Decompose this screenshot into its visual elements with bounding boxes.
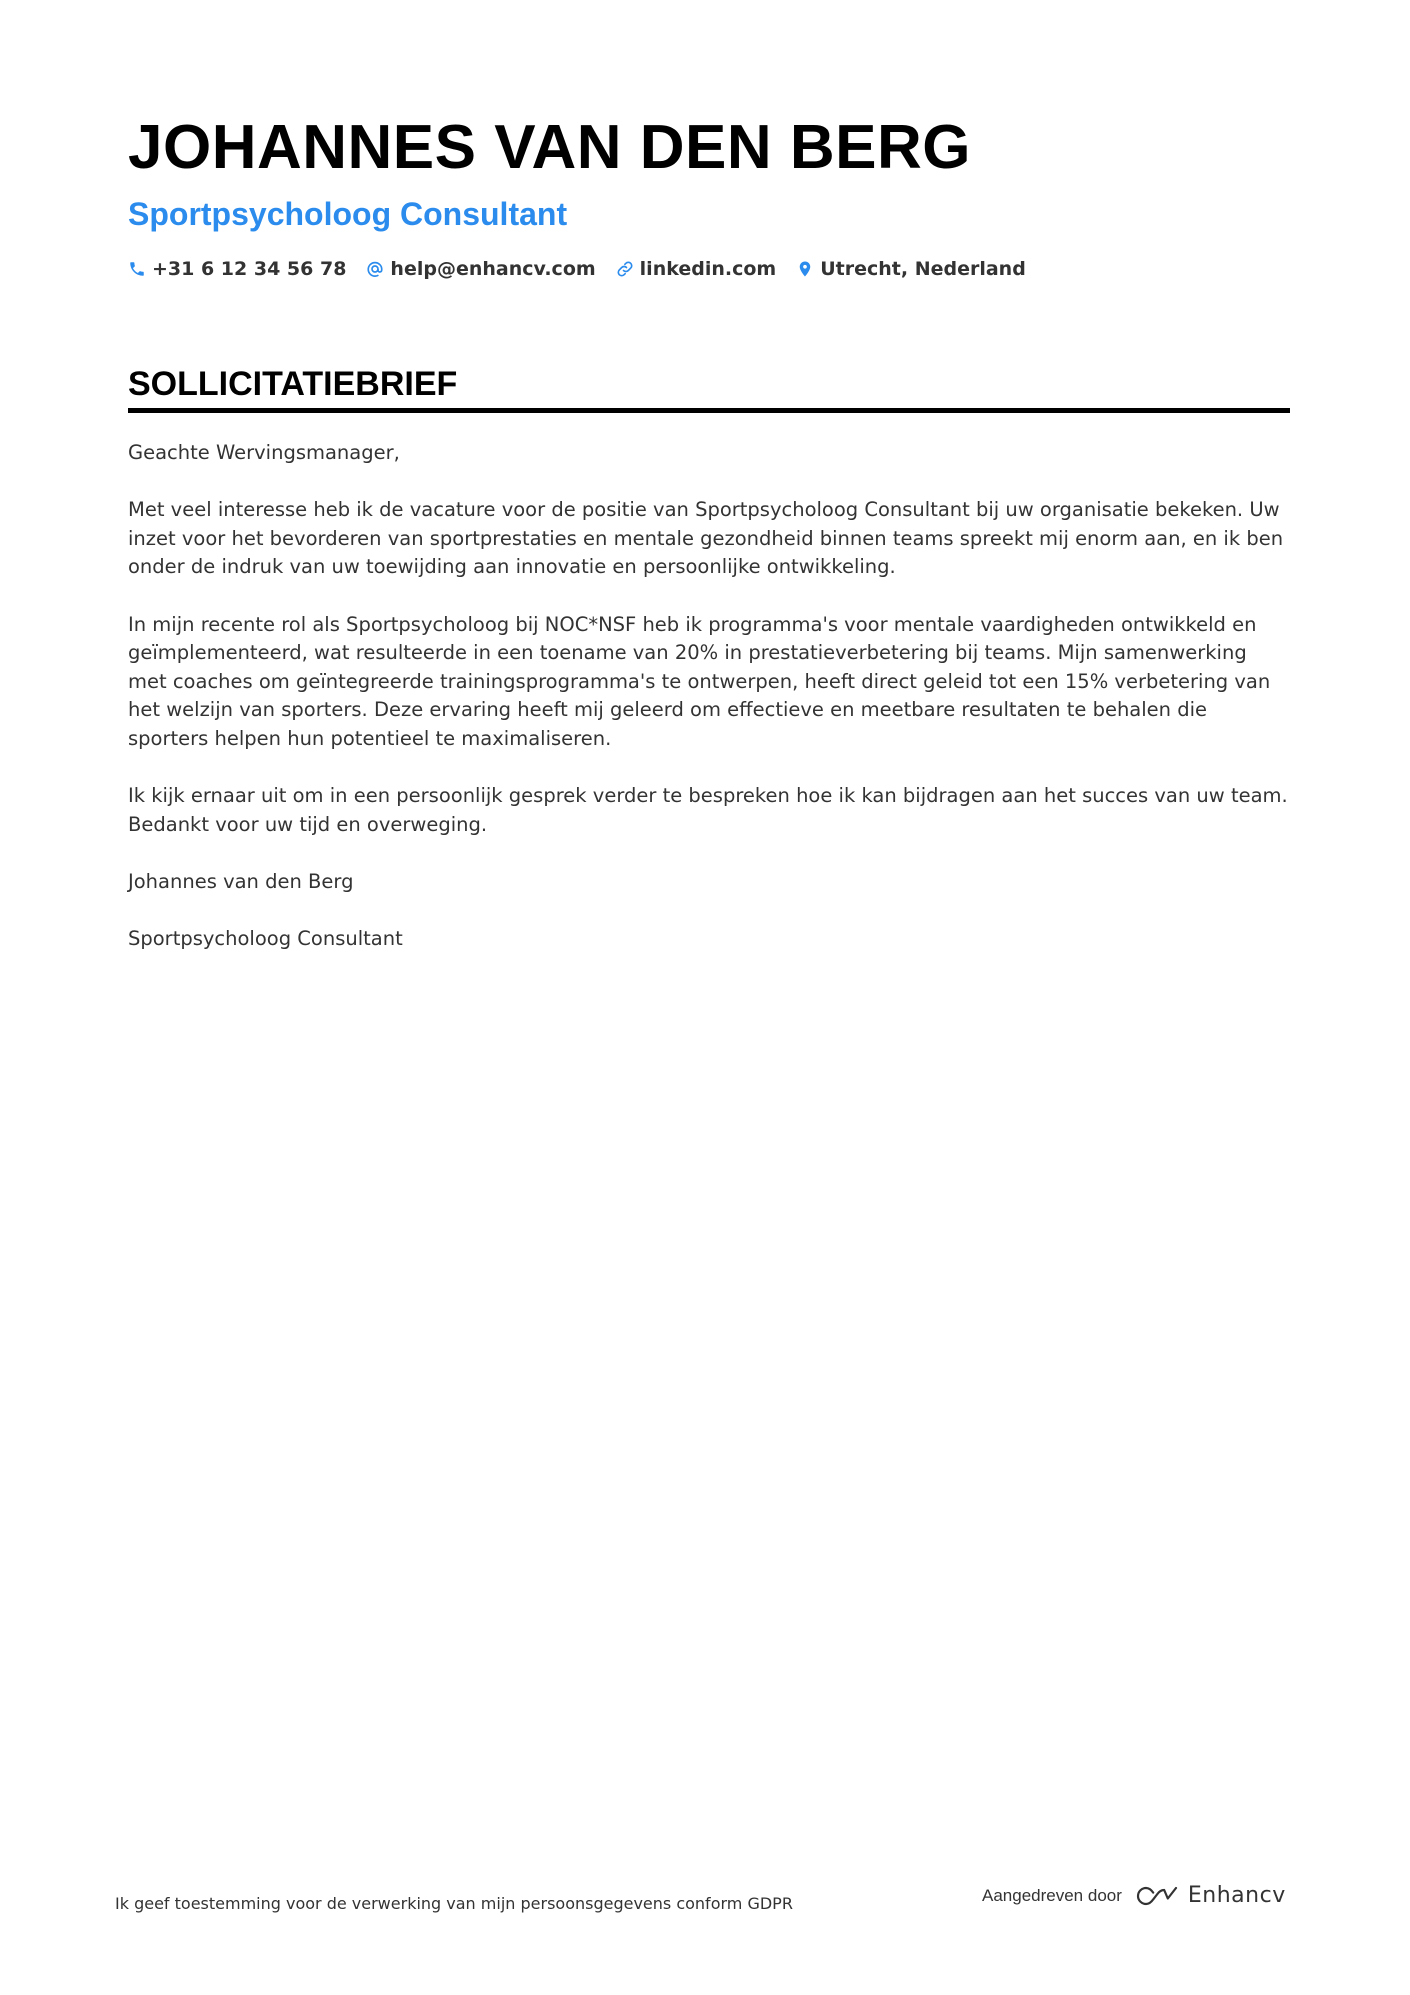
signature-title: Sportpsycholoog Consultant — [128, 927, 403, 951]
enhancv-logo-icon — [1134, 1884, 1180, 1908]
contact-email-text: help@enhancv.com — [390, 258, 596, 280]
letter-paragraph-1: Met veel interesse heb ik de vacature voor de positie van Sportpsycholoog Consultant bij uw organisatie bekeken. Uw inzet voor het bevorderen van sportprestaties en mentale gezondheid binnen teams spreekt mij enorm aan, en ik ben onder de indruk van uw toewijding aan innovatie en persoonlijke ontwikkeling. — [128, 498, 1284, 579]
phone-icon — [128, 260, 146, 278]
contact-phone[interactable] — [128, 258, 346, 280]
contact-link[interactable] — [616, 258, 777, 280]
job-title: Sportpsycholoog Consultant — [128, 196, 568, 232]
signature-name: Johannes van den Berg — [128, 869, 354, 893]
applicant-name: JOHANNES VAN DEN BERG — [128, 113, 972, 182]
contact-phone-text: +31 6 12 34 56 78 — [152, 258, 347, 280]
letter-salutation: Geachte Wervingsmanager, — [128, 441, 400, 464]
cover-letter-page — [128, 110, 1290, 982]
contact-email[interactable] — [366, 258, 595, 280]
letter-paragraph-2: In mijn recente rol als Sportpsycholoog bij NOC*NSF heb ik programma's voor mentale vaardigheden ontwikkeld en geïmplementeerd, wat resulteerde in een toename van 20% in prestatieverbetering bij teams. Mijn samenwerking met coaches om geïntegreerde trainingsprogramma's te ontwerpen, heeft direct geleid tot een 15% verbetering van het welzijn van sporters. Deze ervaring heeft mij geleerd om effectieve en meetbare resultaten te behalen die sporters helpen hun potentieel te maximaliseren. — [128, 612, 1271, 750]
powered-by-label: Aangedreven door — [982, 1885, 1122, 1905]
letter-paragraph-3: Ik kijk ernaar uit om in een persoonlijk gesprek verder te bespreken hoe ik kan bijdragen aan het succes van uw team. Bedankt voor uw tijd en overweging. — [128, 784, 1288, 836]
enhancv-logo — [1134, 1883, 1286, 1908]
contact-bar — [128, 258, 1290, 280]
location-pin-icon — [796, 260, 814, 278]
gdpr-consent: Ik geef toestemming voor de verwerking van mijn persoonsgegevens conform GDPR — [115, 1894, 793, 1913]
contact-location — [796, 258, 1026, 280]
link-icon — [616, 260, 634, 278]
powered-by[interactable] — [982, 1883, 1286, 1908]
at-icon — [366, 260, 384, 278]
letter-body — [128, 439, 1290, 954]
contact-location-text: Utrecht, Nederland — [820, 258, 1026, 280]
enhancv-brand-text: Enhancv — [1187, 1883, 1286, 1908]
section-title: SOLLICITATIEBRIEF — [128, 362, 1290, 413]
contact-link-text: linkedin.com — [639, 258, 777, 280]
